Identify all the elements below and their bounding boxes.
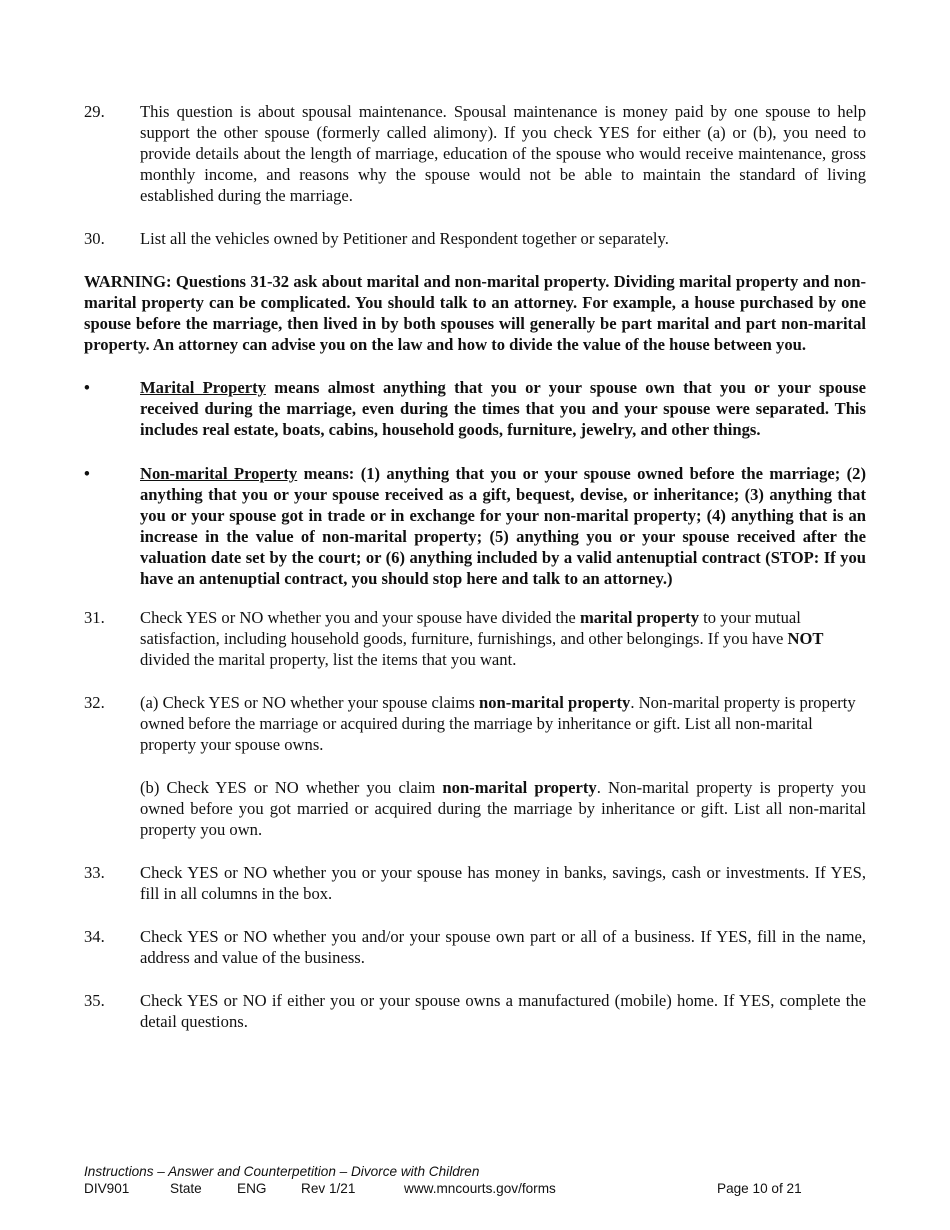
- question-text: This question is about spousal maintenance. Spousal maintenance is money paid by one spouse to help support the other spouse (formerly called alimony). If you check YES for either (a) or (b), you need to provide details about the length of marriage, education of the spouse who would receive maintenance, gross monthly income, and reasons why the spouse would not be able to maintain the standard of living established during the marriage.: [140, 102, 866, 205]
- question-text: Check YES or NO whether you or your spouse has money in banks, savings, cash or investments. If YES, fill in all columns in the box.: [140, 863, 866, 903]
- bullet-term: Marital Property: [140, 378, 266, 397]
- footer-meta-row: [84, 1180, 864, 1198]
- footer-language: ENG: [237, 1181, 267, 1196]
- bullet-text: [140, 463, 866, 589]
- question-text: Check YES or NO if either you or your spouse owns a manufactured (mobile) home. If YES, complete the detail questions.: [140, 991, 866, 1031]
- bold-term: NOT: [787, 629, 824, 648]
- question-33: [84, 862, 866, 904]
- bullet-definition: means: (1) anything that you or your spouse owned before the marriage; (2) anything that you or your spouse received as a gift, bequest, devise, or inheritance; (3) anything that you or your spouse got in trade or in exchange for your non-marital property; (4) anything that is an increase in the value of non-marital property; (5) anything you or your spouse received after the valuation date set by the court; or (6) anything included by a valid antenuptial contract (STOP: If you have an antenuptial contract, you should stop here and talk to an attorney.): [140, 464, 867, 588]
- footer-jurisdiction: State: [170, 1181, 202, 1196]
- bold-term: non-marital property: [479, 693, 631, 712]
- question-number: 35.: [84, 991, 105, 1010]
- text-run: to your mutual satisfaction, including household goods, furniture, furnishings, and other belongings. If you have: [140, 608, 801, 648]
- bullet-icon: •: [84, 378, 90, 397]
- footer-title: Instructions – Answer and Counterpetition – Divorce with Children: [84, 1164, 480, 1179]
- footer-url: www.mncourts.gov/forms: [404, 1181, 556, 1196]
- text-run: (b) Check YES or NO whether you claim: [140, 778, 443, 797]
- warning-paragraph: WARNING: Questions 31-32 ask about marital and non-marital property. Dividing marital property and non-marital property can be complicated. You should talk to an attorney. For example, a house purchased by one spouse before the marriage, then lived in by both spouses will generally be part marital and part non-marital property. An attorney can advise you on the law and how to divide the value of the house between you.: [84, 272, 866, 354]
- footer-page-number: Page 10 of 21: [717, 1181, 802, 1196]
- text-run: divided the marital property, list the items that you want.: [140, 650, 517, 669]
- page-footer: [84, 1163, 864, 1198]
- bullet-term: Non-marital Property: [140, 464, 298, 483]
- footer-form-id: DIV901: [84, 1181, 130, 1196]
- question-number: 32.: [84, 693, 105, 712]
- question-32: [84, 692, 866, 840]
- question-32b: [140, 777, 866, 840]
- document-body: [84, 101, 866, 1032]
- question-text: Check YES or NO whether you and/or your spouse own part or all of a business. If YES, fill in the name, address and value of the business.: [140, 927, 866, 967]
- question-29: [84, 101, 866, 206]
- question-number: 34.: [84, 927, 105, 946]
- question-number: 31.: [84, 608, 105, 627]
- text-run: Check YES or NO whether you and your spouse have divided the: [140, 608, 580, 627]
- question-number: 33.: [84, 863, 105, 882]
- question-32a: [140, 692, 866, 755]
- question-35: [84, 990, 866, 1032]
- bold-term: marital property: [579, 608, 700, 627]
- bullet-marital-property: [84, 377, 866, 440]
- footer-revision: Rev 1/21: [301, 1181, 356, 1196]
- bold-term: non-marital property: [442, 778, 597, 797]
- question-number: 30.: [84, 229, 105, 248]
- question-number: 29.: [84, 102, 105, 121]
- text-run: . Non-marital property is property you owned before you got married or acquired during the marriage by inheritance or gift. List all non-marital property you own.: [140, 778, 866, 839]
- question-text: [140, 692, 866, 840]
- text-run: . Non-marital property is property owned before the marriage or acquired during the marriage by inheritance or gift. List all non-marital property your spouse owns.: [140, 693, 856, 754]
- question-30: [84, 228, 866, 249]
- question-34: [84, 926, 866, 968]
- question-31: [84, 607, 866, 670]
- bullet-non-marital-property: [84, 463, 866, 589]
- bullet-icon: •: [84, 464, 90, 483]
- text-run: (a) Check YES or NO whether your spouse claims: [140, 693, 480, 712]
- bullet-text: [140, 377, 866, 440]
- question-text: [140, 607, 866, 670]
- question-text: List all the vehicles owned by Petitioner and Respondent together or separately.: [140, 229, 669, 248]
- bullet-definition: means almost anything that you or your spouse own that you or your spouse received during the marriage, even during the times that you and your spouse were separated. This includes real estate, boats, cabins, household goods, furniture, jewelry, and other things.: [140, 378, 866, 439]
